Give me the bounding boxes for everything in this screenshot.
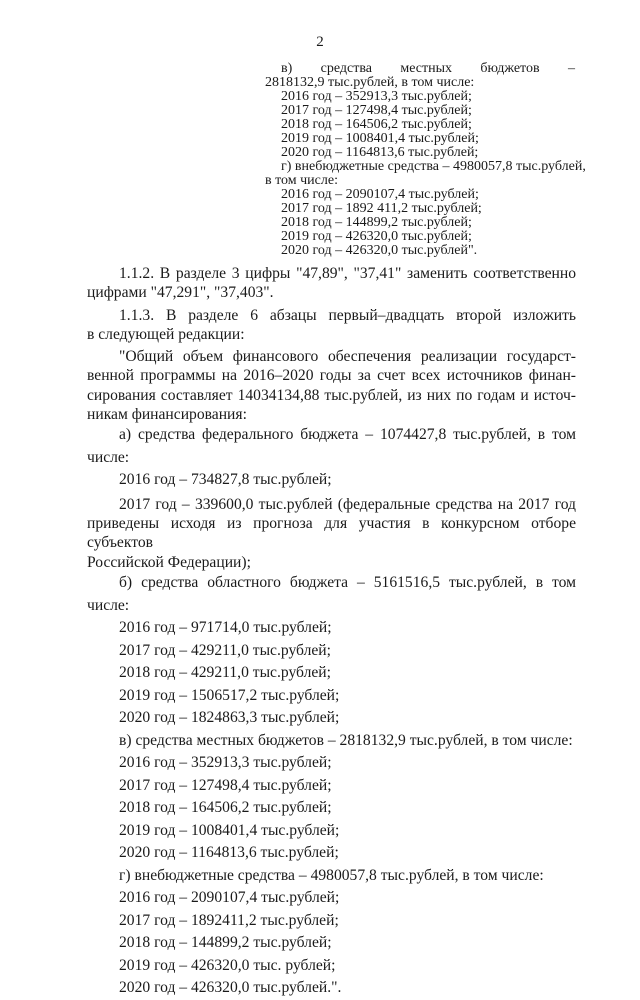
extrabudget-heading-line: г) внебюджетные средства – 4980057,8 тыс.рублей,: [281, 159, 586, 174]
year-line: 2017 год – 1892 411,2 тыс.рублей;: [281, 201, 482, 216]
year-line: 2019 год – 1008401,4 тыс.рублей;: [119, 821, 340, 839]
quote-line: "Общий объем финансового обеспечения реализации государст-: [119, 348, 576, 366]
year-line: 2016 год – 352913,3 тыс.рублей;: [119, 754, 332, 772]
year-line: 2017 год – 429211,0 тыс.рублей;: [119, 641, 331, 659]
year-line: 2016 год – 734827,8 тыс.рублей;: [119, 471, 332, 489]
year-line: 2020 год – 426320,0 тыс.рублей.".: [119, 979, 342, 997]
extrabudget-line: г) внебюджетные средства – 4980057,8 тыс.рублей, в том числе:: [119, 866, 544, 884]
quote-line: никам финансирования:: [87, 406, 247, 424]
paragraph-1-1-3: 1.1.3. В разделе 6 абзацы первый–двадцать второй изложить: [119, 306, 576, 324]
financing-list: [87, 424, 576, 492]
regional-budget-line: б) средства областного бюджета – 5161516,5 тыс.рублей, в том числе:: [87, 574, 576, 614]
local-budget-line: в) средства местных бюджетов – 2818132,9 тыс.рублей, в том числе:: [119, 731, 573, 749]
year-line: 2016 год – 2090107,4 тыс.рублей;: [119, 889, 340, 907]
list-marker: в): [281, 61, 293, 76]
year-line: 2018 год – 164506,2 тыс.рублей;: [119, 799, 332, 817]
year-line: 2018 год – 144899,2 тыс.рублей;: [119, 934, 332, 952]
year-line: 2018 год – 429211,0 тыс.рублей;: [119, 664, 331, 682]
year-line: 2020 год – 1164813,6 тыс.рублей;: [119, 844, 339, 862]
financing-list: [87, 572, 576, 1000]
year-line: 2018 год – 144899,2 тыс.рублей;: [281, 215, 472, 230]
local-budget-total-line: 2818132,9 тыс.рублей, в том числе:: [265, 75, 475, 90]
word: бюджетов: [480, 61, 540, 76]
quote-line: сирования составляет 14034134,88 тыс.рублей, из них по годам и источ-: [87, 386, 576, 404]
year-line: 2017 год – 1892411,2 тыс.рублей;: [119, 911, 339, 929]
year-line: 2017 год – 127498,4 тыс.рублей;: [281, 103, 472, 118]
dash: –: [567, 61, 575, 76]
federal-budget-line: а) средства федерального бюджета – 1074427,8 тыс.рублей, в том числе:: [87, 426, 576, 466]
year-line: 2016 год – 971714,0 тыс.рублей;: [119, 619, 332, 637]
year-line: 2019 год – 1008401,4 тыс.рублей;: [281, 131, 479, 146]
paragraph-1-1-2-cont: цифрами "47,291", "37,403".: [87, 284, 274, 302]
quote-line: венной программы на 2016–2020 годы за счет всех источников финан-: [87, 367, 576, 385]
word: местных: [400, 61, 452, 76]
word: средства: [320, 61, 372, 76]
main-text: [87, 264, 576, 1000]
paragraph-1-1-2: 1.1.2. В разделе 3 цифры "47,89", "37,41" заменить соответственно: [119, 265, 576, 282]
federal-2017-line: 2017 год – 339600,0 тыс.рублей (федеральные средства на 2017 год: [119, 495, 576, 513]
extrabudget-continuation: в том числе:: [265, 173, 338, 188]
year-line: 2016 год – 2090107,4 тыс.рублей;: [281, 187, 479, 202]
year-line: 2020 год – 426320,0 тыс.рублей".: [281, 243, 478, 258]
federal-2017-line: Российской Федерации);: [87, 553, 251, 571]
page-number: 2: [316, 34, 324, 50]
year-line: 2018 год – 164506,2 тыс.рублей;: [281, 117, 472, 132]
year-line: 2017 год – 127498,4 тыс.рублей;: [119, 776, 332, 794]
inserted-text-block: [265, 61, 586, 258]
year-line: 2020 год – 1824863,3 тыс.рублей;: [119, 709, 340, 727]
year-line: 2020 год – 1164813,6 тыс.рублей;: [281, 145, 479, 160]
year-line: 2019 год – 426320,0 тыс.рублей;: [281, 229, 472, 244]
year-line: 2016 год – 352913,3 тыс.рублей;: [281, 89, 472, 104]
year-line: 2019 год – 1506517,2 тыс.рублей;: [119, 686, 340, 704]
year-line: 2019 год – 426320,0 тыс. рублей;: [119, 956, 336, 974]
federal-2017-line: приведены исходя из прогноза для участия в конкурсном отборе субъектов: [87, 515, 576, 552]
local-budget-heading-line: [265, 62, 575, 76]
paragraph-1-1-3-cont: в следующей редакции:: [87, 325, 245, 343]
